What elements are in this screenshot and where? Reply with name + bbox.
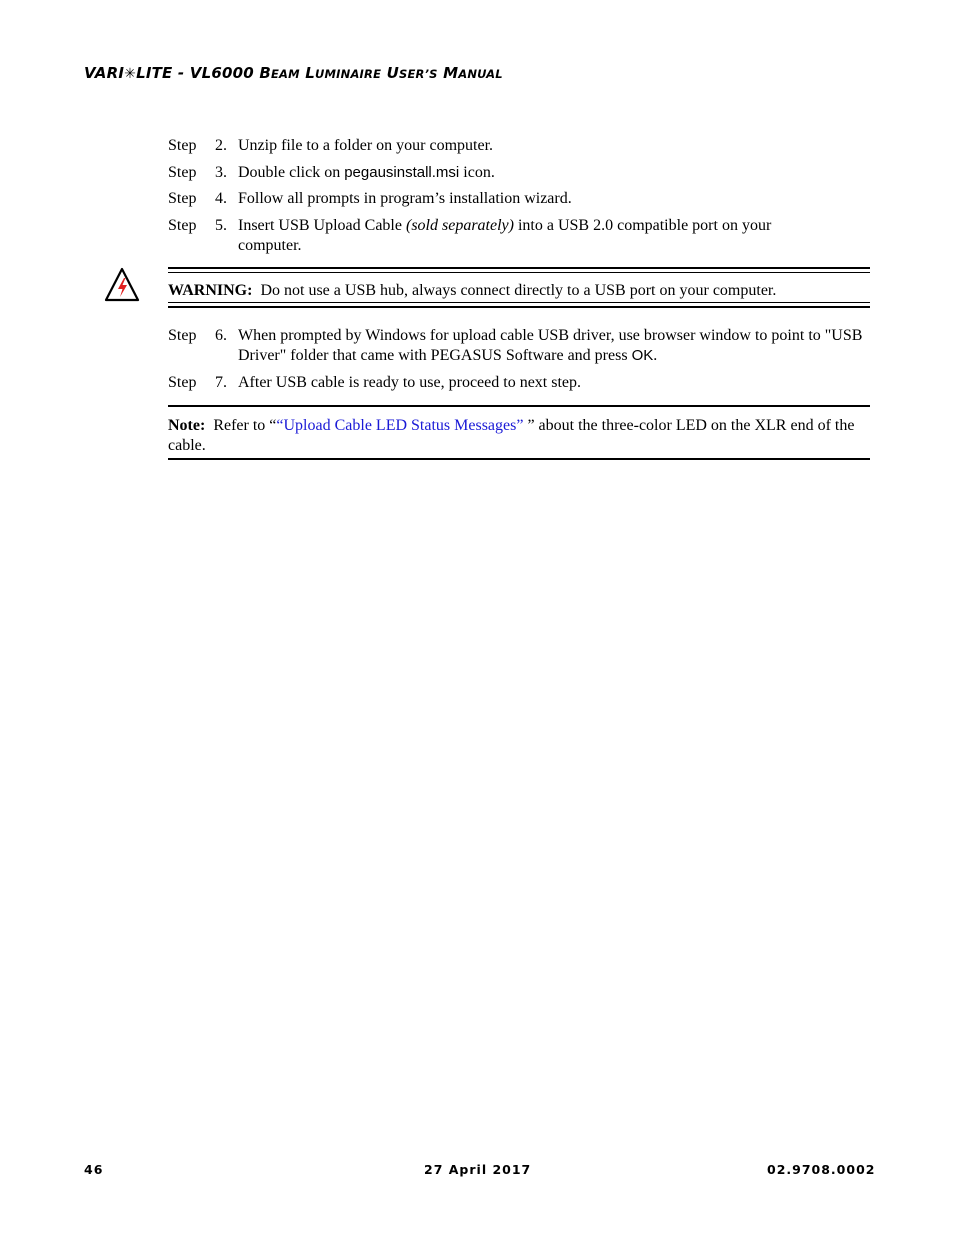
step-number: 5. (215, 217, 227, 234)
page-number: 46 (84, 1162, 104, 1177)
header-brand: VARI (84, 64, 125, 82)
step-number: 7. (215, 374, 227, 391)
step-number: 2. (215, 137, 227, 154)
step-number: 4. (215, 190, 227, 207)
step-text: When prompted by Windows for upload cable USB driver, use browser window to point to "USB Driver" folder that came with PEGASUS Software and press OK. (238, 327, 863, 364)
warning-rule-top (168, 267, 870, 269)
filename: pegausinstall.msi (344, 164, 460, 181)
warning-triangle-electric-icon (104, 267, 140, 303)
warning-message: Do not use a USB hub, always connect directly to a USB port on your computer. (260, 282, 777, 299)
note-label: Note: (168, 417, 206, 434)
step-label: Step (168, 164, 197, 181)
warning-label: WARNING: (168, 282, 253, 299)
step-label: Step (168, 190, 197, 207)
warning-rule-top-thin (168, 272, 870, 273)
warning-text (168, 281, 870, 301)
step-text: Unzip file to a folder on your computer. (238, 137, 494, 154)
step-number: 3. (215, 164, 227, 181)
step-number: 6. (215, 327, 227, 344)
header-word-manual: MANUAL (443, 64, 503, 82)
header-word-users: USER’S (386, 64, 438, 82)
step-label: Step (168, 137, 197, 154)
emphasis: (sold separately) (405, 217, 514, 234)
header-word-beam: BEAM (259, 64, 300, 82)
step-label: Step (168, 217, 197, 234)
footer-doc-number: 02.9708.0002 (767, 1162, 876, 1177)
note-rule-bottom (168, 458, 870, 460)
warning-rule-bottom-thin (168, 302, 870, 303)
ok-key: OK (631, 347, 654, 364)
note-text: Note: Refer to ““Upload Cable LED Status Messages” ” about the three-color LED on the XLR end of the cable. (168, 417, 855, 454)
header-word-luminaire: LUMINAIRE (305, 64, 382, 82)
header-product: LITE - VL6000 (136, 64, 260, 82)
step-text: Insert USB Upload Cable (sold separately) into a USB 2.0 compatible port on your computer. (238, 217, 772, 254)
footer-date: 27 April 2017 (424, 1162, 532, 1177)
note-rule-top (168, 405, 870, 407)
step-text: Follow all prompts in program’s installation wizard. (238, 190, 572, 207)
step-label: Step (168, 374, 197, 391)
running-header (84, 64, 503, 82)
step-text: After USB cable is ready to use, proceed to next step. (238, 374, 582, 391)
header-star: ✳ (124, 66, 137, 82)
step-label: Step (168, 327, 197, 344)
step-text: Double click on pegausinstall.msi icon. (238, 164, 495, 181)
warning-rule-bottom (168, 306, 870, 308)
led-status-messages-link[interactable]: “Upload Cable LED Status Messages” (276, 417, 524, 434)
